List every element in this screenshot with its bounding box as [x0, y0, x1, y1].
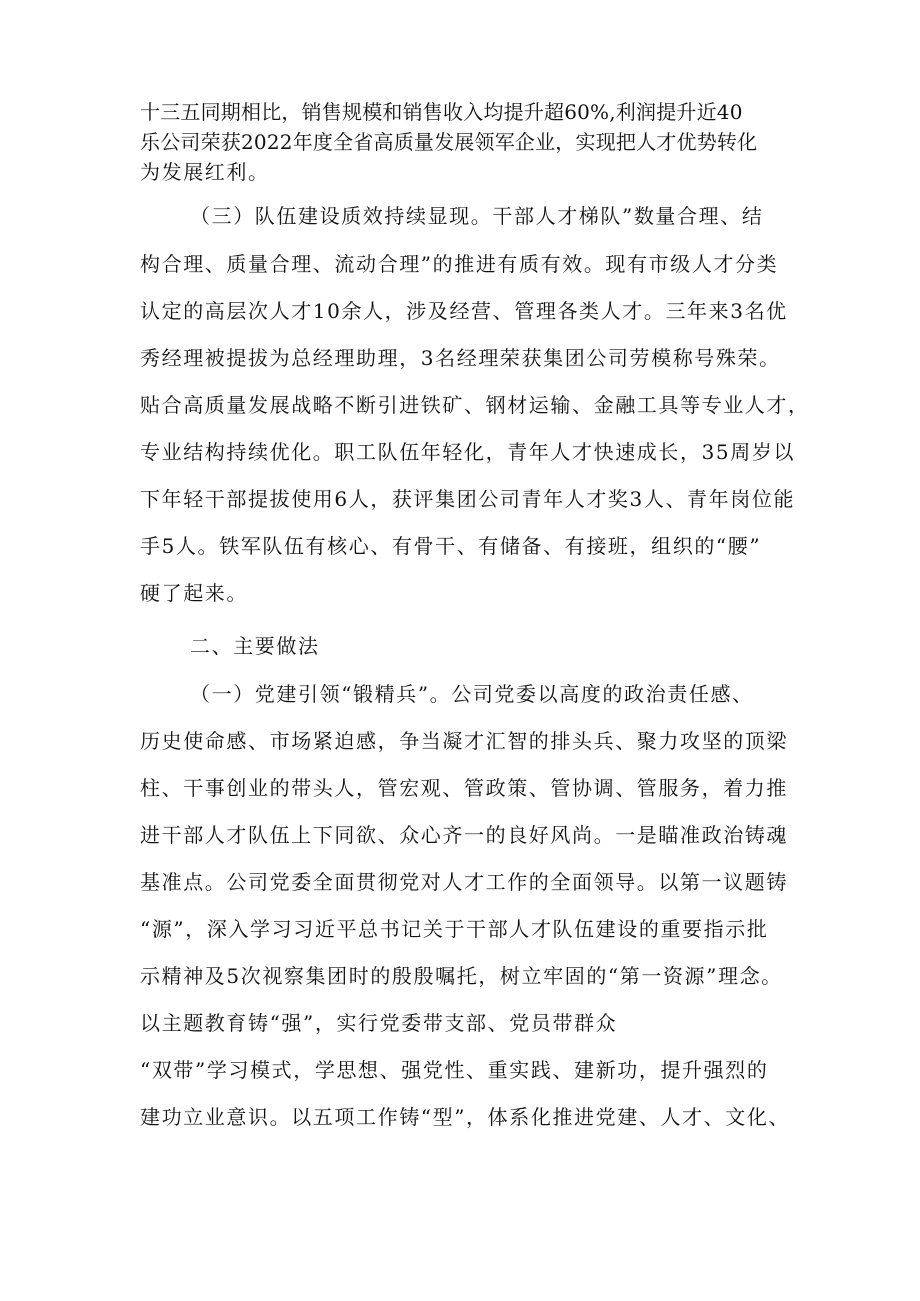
text-line: 示精神及5次视察集团时的殷殷嘱托，树立牢固的“第一资源”理念。: [140, 964, 783, 988]
text-line: 建功立业意识。以五项工作铸“型”，体系化推进党建、人才、文化、: [140, 1105, 791, 1129]
text-line: 下年轻干部提拔使用6人，获评集团公司青年人才奖3人、青年岗位能: [140, 487, 796, 511]
text-line: 秀经理被提拔为总经理助理，3名经理荣获集团公司劳模称号殊荣。: [140, 346, 781, 370]
text-line: 硬了起来。: [140, 581, 248, 605]
text-line: 贴合高质量发展战略不断引进铁矿、钢材运输、金融工具等专业人才，: [140, 393, 810, 417]
text-line: 认定的高层次人才10余人，涉及经营、管理各类人才。三年来3名优: [140, 299, 788, 323]
text-line: 十三五同期相比，销售规模和销售收入均提升超60%,利润提升近40: [140, 100, 743, 124]
text-line: 专业结构持续优化。职工队伍年轻化，青年人才快速成长，35周岁以: [140, 440, 796, 464]
text-line: 历史使命感、市场紧迫感，争当凝才汇智的排头兵、聚力攻坚的顶梁: [140, 729, 788, 753]
subsection-heading: （一）党建引领“锻精兵”。公司党委以高度的政治责任感、: [190, 682, 754, 706]
text-line: 进干部人才队伍上下同欲、众心齐一的良好风尚。一是瞄准政治铸魂: [140, 823, 788, 847]
text-line: 为发展红利。: [140, 160, 270, 184]
text-line: 柱、干事创业的带头人，管宏观、管政策、管协调、管服务，着力推: [140, 776, 788, 800]
text-line: “双带”学习模式，学思想、强党性、重实践、建新功，提升强烈的: [140, 1058, 769, 1082]
text-line: 乐公司荣获2022年度全省高质量发展领军企业，实现把人才优势转化: [140, 130, 758, 154]
text-line: “源”，深入学习习近平总书记关于干部人才队伍建设的重要指示批: [140, 917, 769, 941]
text-line: 构合理、质量合理、流动合理”的推进有质有效。现有市级人才分类: [140, 252, 779, 276]
section-heading: （三）队伍建设质效持续显现。干部人才梯队”数量合理、结: [190, 204, 764, 228]
text-line: 基准点。公司党委全面贯彻党对人才工作的全面领导。以第一议题铸: [140, 870, 788, 894]
text-line: 以主题教育铸“强”，实行党委带支部、党员带群众: [140, 1011, 618, 1035]
text-line: 手5人。铁军队伍有核心、有骨干、有储备、有接班，组织的“腰”: [140, 534, 762, 558]
section-heading: 二、主要做法: [190, 634, 320, 658]
